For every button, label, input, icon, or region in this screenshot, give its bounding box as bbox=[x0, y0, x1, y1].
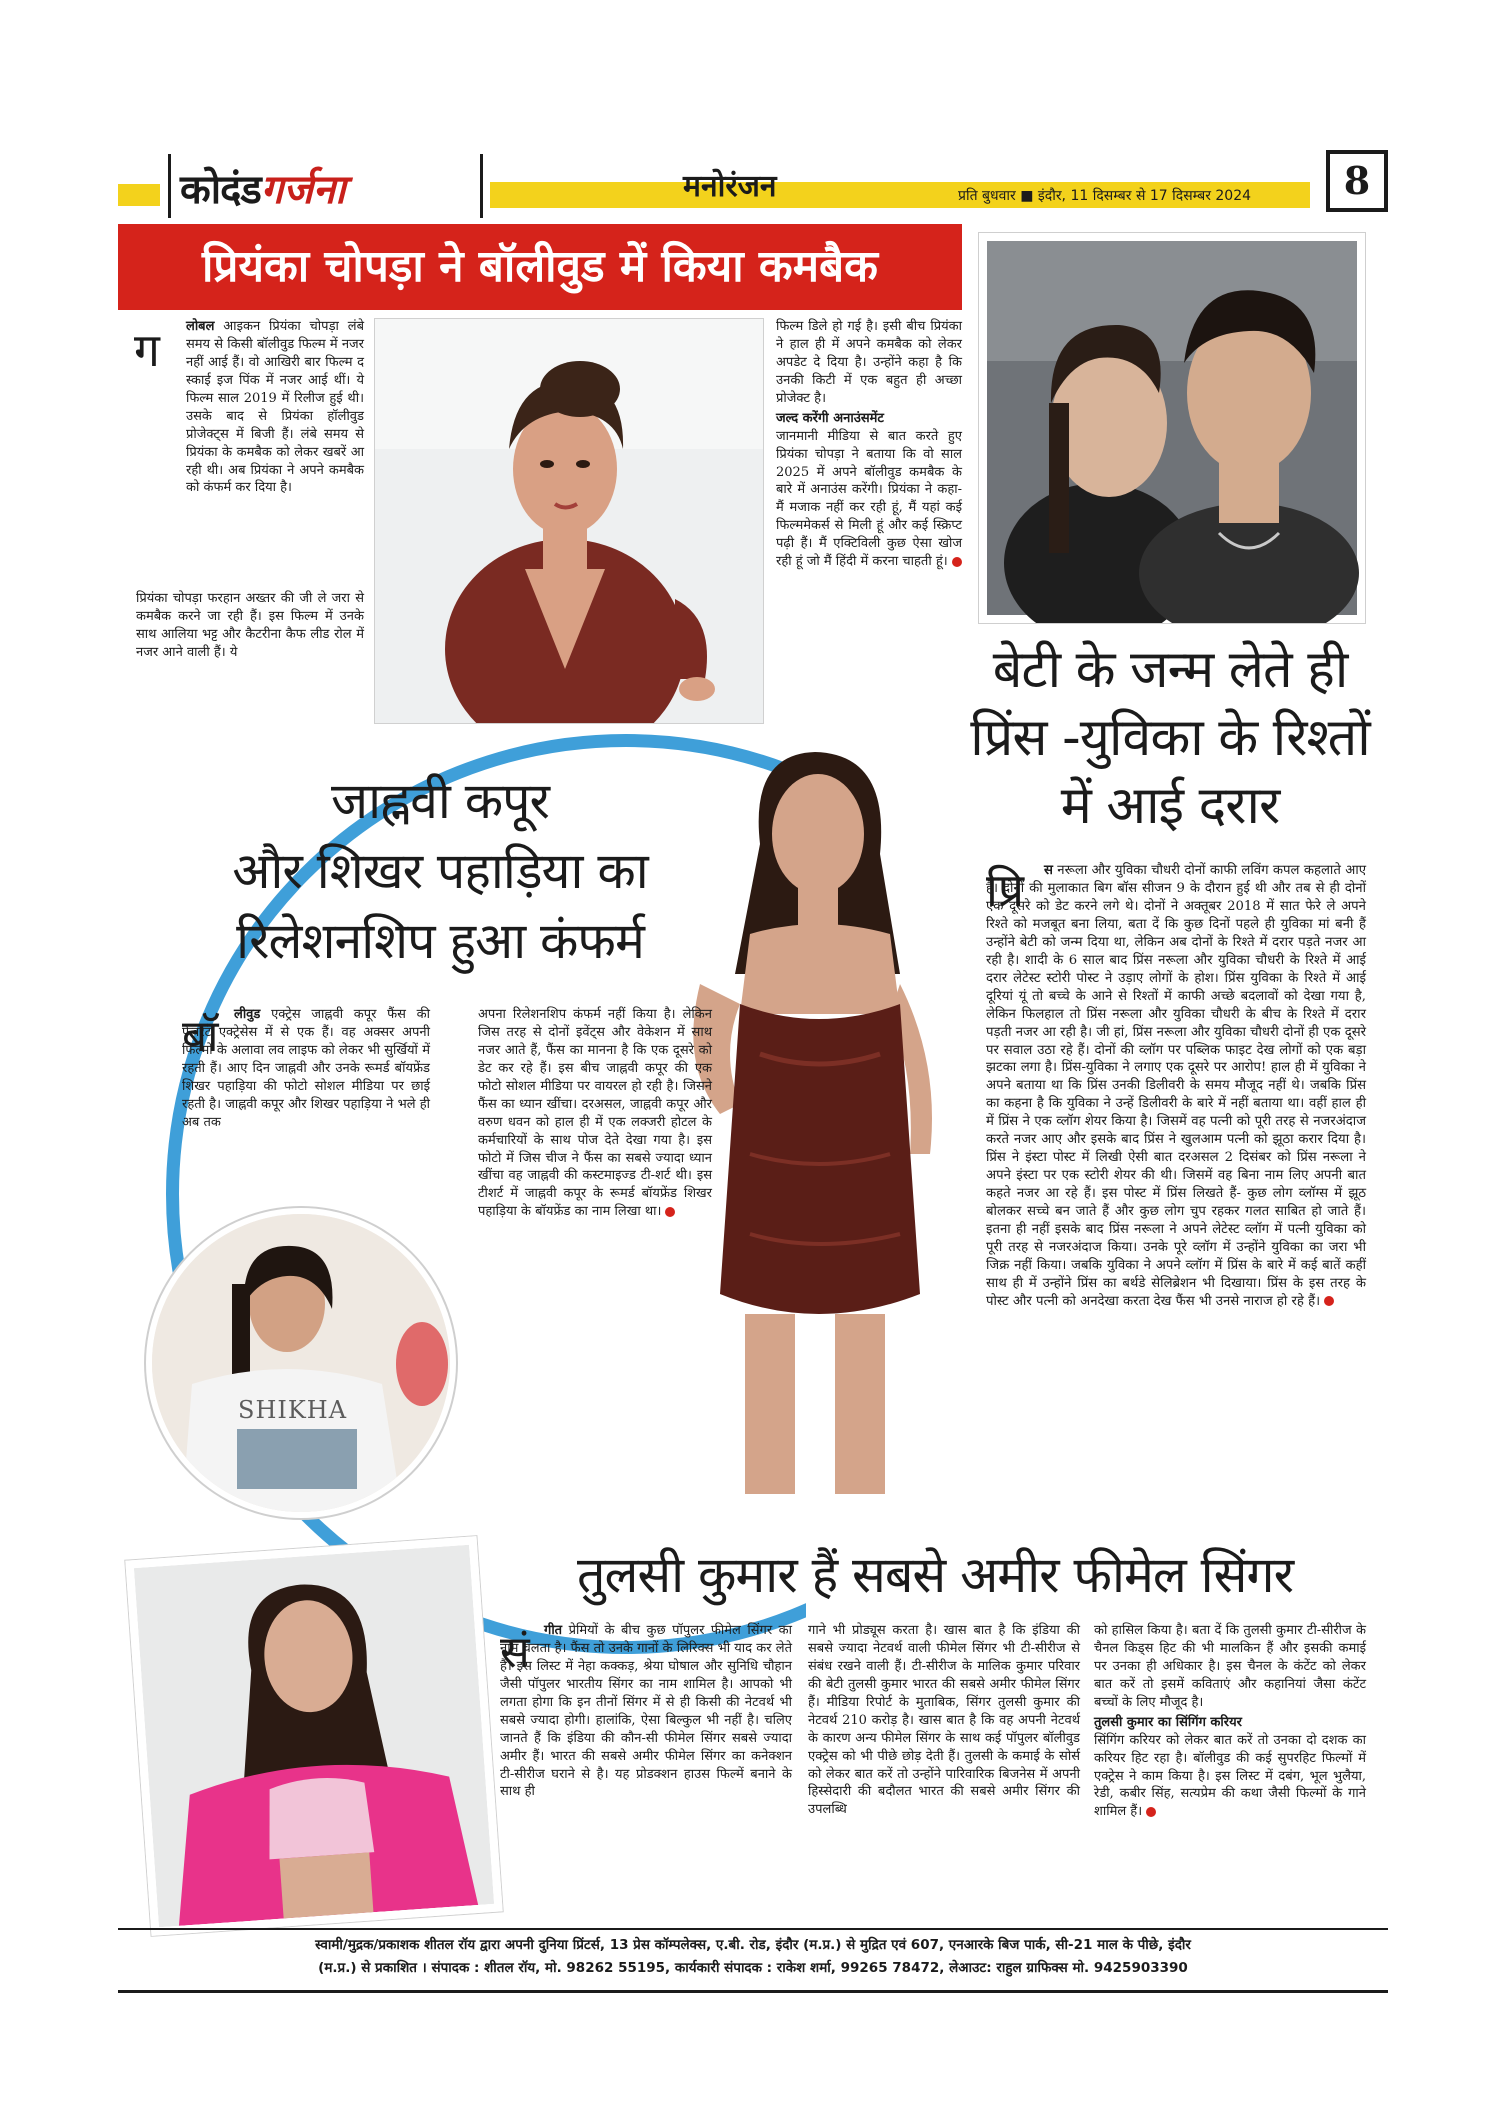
priyanka-dropcap: ग bbox=[134, 323, 160, 377]
priyanka-col2a-text: फिल्म डिले हो गई है। इसी बीच प्रियंका ने हाल ही में अपने कमबैक को लेकर अपडेट दे दिया है। उन्होंने कहा है कि उनकी किटी में एक बहुत ही अच्छा प्रोजेक्ट है। bbox=[776, 319, 962, 406]
tulsi-portrait-illustration bbox=[134, 1545, 494, 1928]
tulsi-col2-text: गाने भी प्रोड्यूस करता है। खास बात है कि इंडिया की सबसे ज्यादा नेटवर्थ वाली फीमेल सिंगर भी टी-सीरीज से संबंध रखने वाली हैं। टी-सीरीज के मालिक कुमार परिवार की बेटी तुलसी कुमार भारत की सबसे अमीर फीमेल सिंगर हैं। मीडिया रिपोर्ट के मुताबिक, सिंगर तुलसी कुमार की नेटवर्थ 210 करोड़ है। खास बात है कि वह अपनी नेटवर्थ के कारण अन्य फीमेल सिंगर के साथ कई पॉपुलर बॉलीवुड एक्ट्रेस को भी पीछे छोड़ देती हैं। तुलसी के कमाई के सोर्स को लेकर बात करें तो उन्होंने पारिवारिक बिजनेस में अपनी हिस्सेदारी की बदौलत भारत की सबसे अमीर सिंगर की उपलब्धि bbox=[808, 1623, 1080, 1818]
tulsi-col3a-text: को हासिल किया है। बता दें कि तुलसी कुमार टी-सीरीज के चैनल किड्स हिट की भी मालकिन हैं और इसकी कमाई पर उनका ही अधिकार है। इस चैनल के कंटेंट को लेकर बात करें तो इसमें कविताएं और कहानियां जैसा कंटेंट बच्चों के लिए मौजूद है। bbox=[1094, 1623, 1366, 1710]
prince-yuvika-photo bbox=[978, 232, 1366, 624]
priyanka-subhead: जल्द करेंगी अनाउंसमेंट bbox=[776, 410, 884, 426]
tulsi-lead: गीत bbox=[544, 1623, 563, 1638]
priyanka-col1 bbox=[186, 318, 364, 588]
janhvi-tshirt-text: SHIKHA bbox=[238, 1396, 348, 1424]
prince-headline-line2: प्रिंस -युविका के रिश्तों bbox=[970, 708, 1370, 768]
janhvi-col1-text: एक्ट्रेस जाह्नवी कपूर फैंस की फेवरेट एक्ट्रेसेस में से एक हैं। वह अक्सर अपनी फिल्मों के अलावा लव लाइफ को लेकर भी सुर्खियों में रहती हैं। आए दिन जाह्नवी और उनके रूमर्ड बॉयफ्रेंड शिखर पहाड़िया की फोटो सोशल मीडिया पर छाई रहती है। जाह्नवी कपूर और शिखर पहाड़िया ने भले ही अब तक bbox=[182, 1007, 430, 1130]
masthead bbox=[118, 146, 1388, 222]
end-dot bbox=[1146, 1807, 1156, 1817]
dateline: प्रति बुधवार ■ इंदौर, 11 दिसम्बर से 17 दिसम्बर 2024 bbox=[958, 188, 1252, 204]
page-number: 8 bbox=[1326, 150, 1388, 212]
imprint bbox=[118, 1934, 1388, 1984]
priyanka-col1-text: आइकन प्रियंका चोपड़ा लंबे समय से किसी बॉलीवुड फिल्म में नजर नहीं आई हैं। वो आखिरी बार फिल्म द स्काई इज पिंक में नजर आई थीं। ये फिल्म साल 2019 में रिलीज हुई थी। उसके बाद से प्रियंका हॉलीवुड प्रोजेक्ट्स में बिजी हैं। लंबे समय से प्रियंका के कमबैक को लेकर खबरें आ रही थी। अब प्रियंका ने अपने कमबैक को कंफर्म कर दिया है। bbox=[186, 319, 364, 496]
prince-body bbox=[986, 862, 1366, 1542]
tulsi-photo bbox=[125, 1536, 502, 1936]
janhvi-headline-line3: रिलेशनशिप हुआ कंफर्म bbox=[236, 912, 644, 970]
footer-rule-top bbox=[118, 1928, 1388, 1930]
tulsi-col2 bbox=[808, 1622, 1080, 1918]
janhvi-col2-text: अपना रिलेशनशिप कंफर्म नहीं किया है। लेकिन जिस तरह से दोनों इवेंट्स और वेकेशन में साथ नजर आते हैं, फैंस का मानना है कि एक दूसरे को डेट कर रहे हैं। इस बीच जाह्नवी कपूर की एक फोटो सोशल मीडिया पर वायरल हो रही है। जिसने फैंस का ध्यान खींचा। दरअसल, जाह्नवी कपूर और वरुण धवन को हाल ही में एक लक्जरी होटल के कर्मचारियों के साथ पोज देते देखा गया है। इस फोटो में जिस चीज ने फैंस का सबसे ज्यादा ध्यान खींचा वह जाह्नवी की कस्टमाइज्ड टी-शर्ट थी। इस टीशर्ट में जाह्नवी कपूर के रूमर्ड बॉयफ्रेंड शिखर पहाड़िया के बॉयफ्रेंड का नाम लिखा था। bbox=[478, 1007, 712, 1220]
masthead-divider-right bbox=[480, 154, 483, 218]
priyanka-headline: प्रियंका चोपड़ा ने बॉलीवुड में किया कमबैक bbox=[202, 241, 878, 292]
janhvi-lead: लीवुड bbox=[234, 1007, 261, 1022]
prince-headline-line1: बेटी के जन्म लेते ही bbox=[992, 640, 1348, 700]
tulsi-col3b-text: सिंगिंग करियर को लेकर बात करें तो उनका दो दशक का करियर हिट रहा है। बॉलीवुड की कई सुपरहिट फिल्मों में एक्ट्रेस ने काम किया है। इस लिस्ट में दबंग, भूल भुलैया, रेडी, कबीर सिंह, सत्यप्रेम की कथा जैसी फिल्मों के गाने शामिल हैं। bbox=[1094, 1732, 1366, 1820]
logo-part1: कोदंड bbox=[180, 167, 261, 213]
priyanka-col1b-text: प्रियंका चोपड़ा फरहान अख्तर की जी ले जरा से कमबैक करने जा रही हैं। इस फिल्म में उनके साथ आलिया भट्ट और कैटरीना कैफ लीड रोल में नजर आने वाली हैं। ये bbox=[136, 591, 364, 660]
tulsi-headline: तुलसी कुमार हैं सबसे अमीर फीमेल सिंगर bbox=[576, 1546, 1294, 1604]
janhvi-dropcap: बॉ bbox=[182, 1011, 219, 1062]
logo bbox=[180, 160, 480, 214]
janhvi-col2 bbox=[478, 1006, 712, 1506]
janhvi-headline bbox=[180, 766, 700, 996]
priyanka-col2 bbox=[776, 318, 962, 724]
priyanka-photo bbox=[374, 318, 764, 724]
tulsi-col3 bbox=[1094, 1622, 1366, 1918]
prince-body-text: नरूला और युविका चौधरी दोनों काफी लविंग कपल कहलाते आए हैं। दोनों की मुलाकात बिग बॉस सीजन 9 के दौरान हुई थी और तब से ही दोनों एक दूसरे को डेट करने लगे थे। दोनों ने अक्तूबर 2018 में सात फेरे ले अपने रिश्ते को मजबूत बना लिया, बता दें कि कुछ दिनों पहले ही युविका मां बनी हैं उन्होंने बेटी को जन्म दिया था, लेकिन अब दोनों के रिश्ते में दरार पड़ते नजर आ रही है। शादी के 6 साल बाद प्रिंस नरूला और युविका चौधरी के रिश्ते में आई दरार लेटेस्ट स्टोरी पोस्ट ने उड़ाए लोगों के होश। प्रिंस युविका के रिश्ते में आई दूरियां यूं तो बच्चे के आने से रिश्तों में काफी अच्छे बदलावों को देखा गया है, लेकिन फिलहाल तो प्रिंस नरूला और युविका चौधरी के बीच के रिश्ते में दरार पड़ती नजर आ रही है। जी हां, प्रिंस नरूला और युविका चौधरी दोनों ही एक दूसरे पर सवाल उठा रहे हैं। दोनों की व्लॉग पर पब्लिक फाइट देख लोगों को एक बड़ा झटका लगा है। प्रिंस-युविका ने लगाए एक दूसरे पर आरोप! हाल ही में युविका ने अपने बताया था कि प्रिंस उनकी डिलीवरी के समय मौजूद नहीं थे। जबकि प्रिंस का कहना है कि युविका ने उन्हें डिलीवरी के बारे में नहीं बताया था। वहीं हाल ही में प्रिंस ने एक व्लॉग शेयर किया है। जिसमें वह पत्नी को पूरी तरह से नजरअंदाज करते नजर आए और इसके बाद प्रिंस ने खुलआम पत्नी को झूठा करार दिया है। प्रिंस ने इंस्टा पोस्ट में लिखी ऐसी बात दरअसल 2 दिसंबर को प्रिंस नरूला ने अपने इंस्टा पर एक स्टोरी शेयर की थी। जिसमें वह बिना नाम लिए अपनी बात कहते नजर आ रहे हैं। इस पोस्ट में प्रिंस लिखते हैं- कुछ लोग व्लॉग्स में झूठ बोलकर सच्चे बन जाते हैं और कुछ लोग चुप रहकर गलत साबित हो जाते हैं। इतना ही नहीं इसके बाद प्रिंस नरूला ने अपने लेटेस्ट व्लॉग में पत्नी युविका को पूरी तरह से नजरअंदाज किया। उनके पूरे व्लॉग में उन्होंने युविका का जरा भी जिक्र नहीं किया। जबकि युविका ने अपने व्लॉग में प्रिंस के बारे में कई बातें कहीं साथ ही में उन्होंने प्रिंस का बर्थडे सेलिब्रेशन भी दिखाया। प्रिंस के इस तरह के पोस्ट और पत्नी को अनदेखा करता देख फैंस भी उनसे नाराज हो रहे हैं। bbox=[986, 863, 1366, 1309]
imprint-line1: स्वामी/मुद्रक/प्रकाशक शीतल रॉय द्वारा अपनी दुनिया प्रिंटर्स, 13 प्रेस कॉम्पलेक्स, ए.बी. रोड, इंदौर (म.प्र.) से मुद्रित एवं 607, एनआरके बिज पार्क, सी-21 माल के पीछे, इंदौर bbox=[315, 1937, 1191, 1953]
janhvi-col1 bbox=[182, 1006, 430, 1196]
priyanka-col1b bbox=[136, 590, 364, 740]
prince-headline bbox=[960, 636, 1380, 846]
priyanka-col2b-text: जानमानी मीडिया से बात करते हुए प्रियंका चोपड़ा ने बताया कि वो साल 2025 में अपने बॉलीवुड कमबैक के बारे में अनाउंस करेंगी। प्रियंका ने कहा- मैं मजाक नहीं कर रही हूं, मैं यहां कई फिल्ममेकर्स से मिली हूं और कई स्क्रिप्ट पढ़ी हैं। मैं एक्टिविली कुछ ऐसा खोज रही हूं जो मैं हिंदी में करना चाहती हूं। bbox=[776, 428, 962, 570]
logo-part2: गर्जना bbox=[260, 166, 346, 213]
masthead-yellow-bar-left bbox=[118, 184, 160, 206]
prince-lead: स bbox=[1044, 863, 1053, 878]
priyanka-headline-banner bbox=[118, 224, 962, 310]
janhvi-tshirt-illustration bbox=[152, 1214, 450, 1512]
tulsi-dropcap: सं bbox=[500, 1627, 530, 1678]
end-dot bbox=[952, 557, 962, 567]
end-dot bbox=[665, 1207, 675, 1217]
masthead-divider-left bbox=[168, 154, 171, 218]
tulsi-subhead: तुलसी कुमार का सिंगिंग करियर bbox=[1094, 1714, 1242, 1730]
tulsi-col1 bbox=[500, 1622, 792, 1918]
footer-rule-bottom bbox=[118, 1990, 1388, 1993]
prince-headline-line3: में आई दरार bbox=[1060, 776, 1280, 836]
janhvi-inset-photo bbox=[146, 1208, 456, 1518]
priyanka-lead: लोबल bbox=[186, 319, 215, 334]
janhvi-headline-line1: जाह्नवी कपूर bbox=[330, 772, 550, 830]
section-label: मनोरंजन bbox=[683, 169, 777, 204]
priyanka-portrait-illustration bbox=[375, 319, 764, 724]
imprint-line2: (म.प्र.) से प्रकाशित । संपादक : शीतल रॉय, मो. 98262 55195, कार्यकारी संपादक : राकेश शर्मा, 99265 78472, लेआउट: राहुल ग्राफिक्स मो. 9425903390 bbox=[318, 1960, 1188, 1976]
prince-yuvika-illustration bbox=[979, 233, 1365, 623]
janhvi-headline-line2: और शिखर पहाड़िया का bbox=[232, 842, 648, 900]
prince-dropcap: प्रि bbox=[986, 863, 1025, 917]
tulsi-col1-text: प्रेमियों के बीच कुछ पॉपुलर फीमेल सिंगर का नाम चलता है। फैंस तो उनके गानों के लिरिक्स भी याद कर लेते हैं। इस लिस्ट में नेहा कक्कड़, श्रेया घोषाल और सुनिधि चौहान जैसी पॉपुलर भारतीय सिंगर का नाम शामिल है। आपको भी लगता होगा कि इन तीनों सिंगर में से ही किसी की नेटवर्थ भी सबसे ज्यादा होगी। हालांकि, ऐसा बिल्कुल भी नहीं है। चलिए जानते हैं कि इंडिया की कौन-सी फीमेल सिंगर सबसे ज्यादा अमीर हैं। भारत की सबसे अमीर फीमेल सिंगर का कनेक्शन टी-सीरीज घराने से है। यह प्रोडक्शन हाउस फिल्में बनाने के साथ ही bbox=[500, 1623, 792, 1800]
end-dot bbox=[1324, 1296, 1334, 1306]
